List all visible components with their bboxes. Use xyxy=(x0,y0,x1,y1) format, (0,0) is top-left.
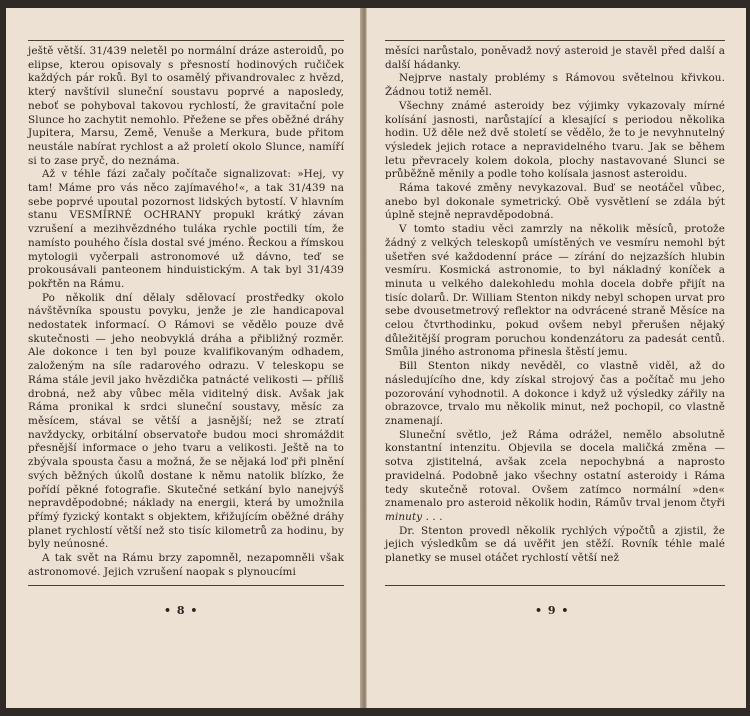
paragraph: V tomto stadiu věci zamrzly na několik měsíců, protože žádný z velkých teleskopů umístěných ve vesmíru nemohl být ušetřen své každodenní práce — zírání do nejzazších hlubin vesmíru. Kosmická astronomie, to byl nákladný koníček a minuta u velkého dalekohledu mohla docela dobře přijít na tisíc dolarů. Dr. William Stenton nikdy nebyl schopen urvat pro sebe dvousetmetrový reflektor na odvrácené straně Měsíce na celou čtvrthodinku, pokud ovšem nebyl přerušen nějaký důležitější program poruchou kondenzátoru za padesát centů. Smůla jiného astronoma přinesla štěstí jemu. xyxy=(385,223,725,359)
top-rule xyxy=(385,40,725,41)
bottom-rule xyxy=(28,585,344,586)
left-page-text xyxy=(28,45,344,579)
page-number: • 9 • xyxy=(535,604,570,617)
paragraph: Všechny známé asteroidy bez výjimky vykazovaly mírné kolísání jasnosti, narůstající a klesající s periodou několika hodin. Už děle než dvě století se vědělo, že to je nevyhnutelný výsledek jejich rotace a nepravidelného tvaru. Jak se během letu převracely kolem dokola, plochy nastavované Slunci se průběžně měnily a podle toho kolísala jasnost asteroidu. xyxy=(385,99,725,181)
paragraph xyxy=(385,429,725,525)
ellipsis: . . . xyxy=(422,510,443,523)
paragraph-text: Sluneční světlo, jež Ráma odrážel, nemělo absolutně konstantní intenzitu. Objevila se docela maličká změna — sotva zjistitelná, avšak zcela nepochybná a naprosto pravidelná. Podobně jako všechny ostatní asteroidy i Ráma tedy skutečně rotoval. Ovšem zatímco normální »den« znamenalo pro asteroid několik hodin, Rámův trval jenom čtyři xyxy=(385,428,725,510)
paragraph: ještě větší. 31/439 neletěl po normální dráze asteroidů, po elipse, kterou opisovaly s přesností hodinových ručiček každých pár roků. Byl to osamělý přivandrovalec z hvězd, který navštívil sluneční soustavu poprvé a naposledy, neboť se pohyboval takovou rychlostí, že gravitační pole Slunce ho zachytit nemohlo. Přežene se přes oběžné dráhy Jupitera, Marsu, Země, Venuše a Merkura, bude přitom neustále nabírat rychlost a až proletí okolo Slunce, namíří si to zase pryč, do neznáma. xyxy=(28,45,344,167)
top-rule xyxy=(28,40,344,41)
paragraph: Nejprve nastaly problémy s Rámovou světelnou křivkou. Žádnou totiž neměl. xyxy=(385,72,725,99)
paragraph: Dr. Stenton provedl několik rychlých výpočtů a zjistil, že jejich výsledkům se dá uvěřit jen stěží. Rovník téhle malé planetky se musel otáčet rychlostí větší než xyxy=(385,524,725,565)
paragraph: Ráma takové změny nevykazoval. Buď se neotáčel vůbec, anebo byl dokonale symetrický. Obě vysvětlení se zdála být úplně stejně nepravděpodobná. xyxy=(385,182,725,222)
bottom-rule xyxy=(385,585,725,586)
paragraph: A tak svět na Rámu brzy zapomněl, nezapomněli však astronomové. Jejich vzrušení naopak s plynoucími xyxy=(28,552,344,578)
right-page-text xyxy=(385,45,725,566)
page-number: • 8 • xyxy=(164,604,199,617)
left-page xyxy=(6,8,362,708)
paragraph: Po několik dní dělaly sdělovací prostředky okolo návštěvníka spoustu povyku, jenže je zle handicapoval nedostatek informací. O Rámovi se vědělo pouze dvě skutečnosti — jeho neobvyklá dráha a přibližný rozměr. Ale dokonce i ten byl pouze kvalifikovaným odhadem, založeným na síle radarového odrazu. V teleskopu se Ráma stále jevil jako hvězdička patnácté velikosti — příliš drobná, než aby vůbec měla viditelný disk. Avšak jak Ráma pronikal k srdci sluneční soustavy, měsíc za měsícem, stával se větší a jasnější; než se ztratí navždycky, orbitální observatoře budou moci shromáždit přesnější informace o jeho tvaru a velikosti. Ještě na to zbývala spousta času a možná, že se nějaká loď při plnění svých běžných úkolů dostane k němu natolik blízko, že pořídí pěkné fotografie. Skutečné setkání bylo nanejvýš nepravděpodobné; náklady na energii, která by umožnila přímý fyzický kontakt s objektem, křižujícím oběžné dráhy planet rychlostí větší než sto tisíc kilometrů za hodinu, by byly neúnosné. xyxy=(28,291,344,551)
right-page xyxy=(366,8,746,708)
paragraph: Bill Stenton nikdy nevěděl, co vlastně viděl, až do následujícího dne, kdy získal strojový čas a počítač mu jeho pozorování vyhodnotil. A dokonce i když už výsledky zářily na obrazovce, trvalo mu několik minut, než pochopil, co vlastně znamenají. xyxy=(385,360,725,427)
paragraph: měsíci narůstalo, poněvadž nový asteroid je stavěl před další a další hádanky. xyxy=(385,45,725,71)
emphasis: minuty xyxy=(385,510,423,523)
paragraph: Až v téhle fázi začaly počítače signalizovat: »Hej, vy tam! Máme pro vás něco zajímavého!«, a tak 31/439 na sebe poprvé upoutal pozornost lidských bytostí. V hlavním stanu VESMÍRNÉ OCHRANY propukl krátký závan vzrušení a mezihvězdného tuláka rychle poctili tím, že namísto pouhého čísla dostal své jméno. Řeckou a římskou mytologii vyčerpali astronomové už dávno, teď se prokousávali panteonem hinduistickým. A tak byl 31/439 pokřtěn na Rámu. xyxy=(28,168,344,290)
